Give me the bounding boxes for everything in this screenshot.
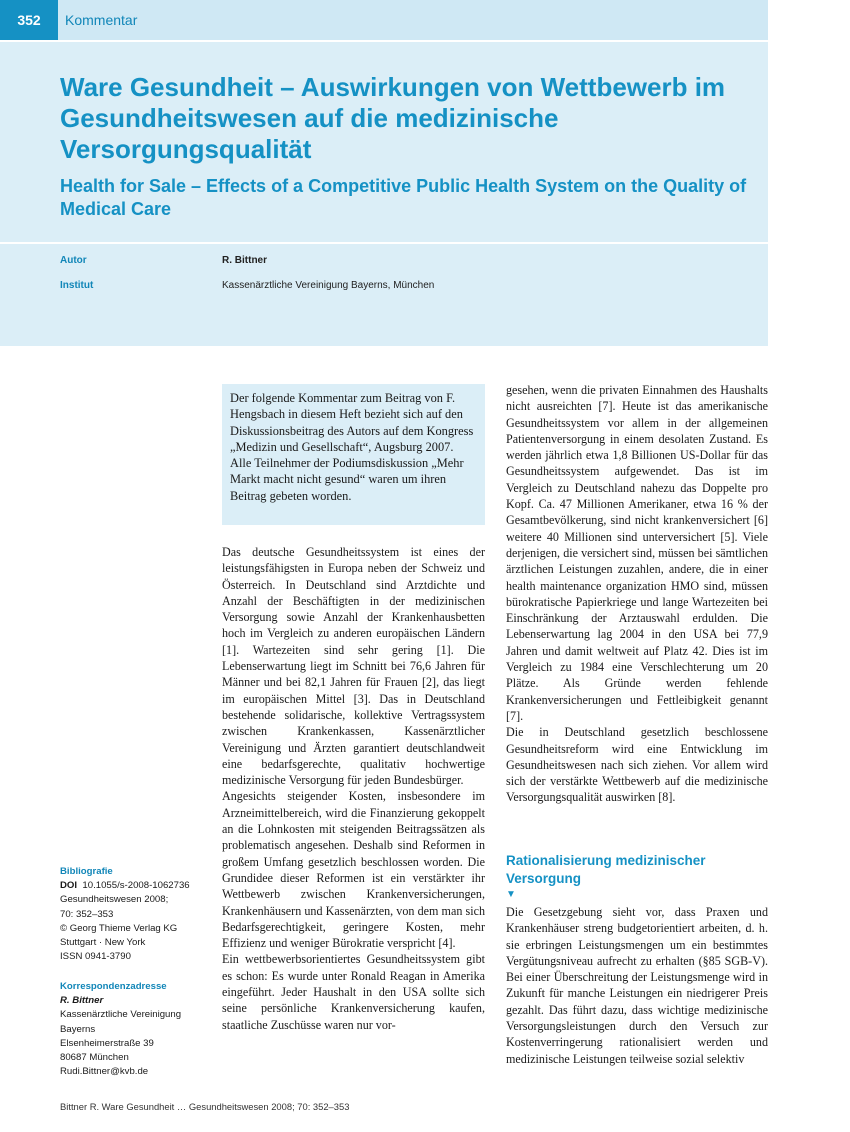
section-heading: Rationalisierung medizinischer Versorgung <box>506 853 706 886</box>
bibliography-line: ISSN 0941-3790 <box>60 951 131 963</box>
intro-box <box>222 384 485 525</box>
article-title-german: Ware Gesundheit – Auswirkungen von Wettbewerb im Gesundheitswesen auf die medizinische Versorgungsqualität <box>60 72 726 164</box>
correspondence-heading: Korrespondenzadresse <box>60 981 167 992</box>
paragraph: Ein wettbewerbsorientiertes Gesundheitssystem gibt es schon: Es wurde unter Ronald Reagan in Amerika eingeführt. Jeder Haushalt in den USA sollte sich seine persönliche Krankenversicherung kaufen, staatliche Zuschüsse waren nur vor- <box>222 952 485 1032</box>
doi-label: DOI <box>60 880 78 892</box>
paragraph: Die in Deutschland gesetzlich beschlossene Gesundheitsreform wird eine Entwicklung im Gesundheitswesen nach sich ziehen. Vor allem wird sich der verstärkte Wettbewerb auf die medizinische Versorgungsqualität auswirken [8]. <box>506 725 768 805</box>
paragraph: Das deutsche Gesundheitssystem ist eines der leistungsfähigsten in Europa neben der Schweiz und Österreich. In Deutschland sind Arztdichte und Anzahl der Beschäftigten in der medizinischen Versorgung sowie Anzahl der Krankenhausbetten hoch im Vergleich zu anderen europäischen Ländern [1]. Wartezeiten sind sehr gering [1]. Die Lebenserwartung liegt im Schnitt bei 76,6 Jahren für Männer und bei 82,1 Jahren für Frauen [2], das liegt im europäischen Mittel [3]. Das in Deutschland bestehende solidarische, kollektive Vertragssystem zwischen Krankenkassen, Kassenärztlicher Vereinigung und Ärzten garantiert deutschlandweit eine bedarfsgerechte, qualitativ hochwertige medizinische Versorgung für jeden Bundesbürger. <box>222 545 485 788</box>
correspondence-block <box>60 980 210 1079</box>
author-name: R. Bittner <box>222 255 267 266</box>
header-divider <box>0 40 768 42</box>
section-label: Kommentar <box>65 12 138 28</box>
email-link[interactable]: Rudi.Bittner@kvb.de <box>60 1066 149 1078</box>
title-divider <box>0 242 768 244</box>
address-line: Kassenärztliche Vereinigung <box>60 1009 182 1021</box>
paragraph: gesehen, wenn die privaten Einnahmen des Haushalts nicht ausreichten [7]. Heute ist das amerikanische Gesundheitssystem vor allem in der allgemeinen Patientenversorgung in einem desolaten Zustand. Es werden jährlich etwa 1,8 Billionen US-Dollar für das Gesundheitssystem aufgewendet. Das ist im Vergleich zu Deutschland nahezu das Doppelte pro Kopf. Ca. 47 Millionen Amerikaner, etwa 16 % der Gesamtbevölkerung, sind nicht krankenversichert [6] weitere 40 Millionen sind unterversichert [5]. Viele derjenigen, die versichert sind, müssen bei sämtlichen ärztlichen Leistungen zuzahlen, andere, die in einer health maintenance organization HMO sind, müssen bürokratische Papierkriege und lange Wartezeiten bei Einschränkung der Arztauswahl erdulden. Die Lebenserwartung lag 2004 in den USA bei 77,9 Jahren und damit weltweit auf Platz 42. Dies ist im Vergleich zu 1984 eine Verschlechterung um 20 Plätze. Als Gründe werden fehlende Krankenversicherungen und Fettleibigkeit genannt [7]. <box>506 383 768 723</box>
header-band <box>0 0 768 346</box>
page-number: 352 <box>0 0 58 40</box>
page-footer: Bittner R. Ware Gesundheit … Gesundheitswesen 2008; 70: 352–353 <box>60 1101 350 1112</box>
bibliography-line: 70: 352–353 <box>60 908 114 920</box>
triangle-down-icon: ▼ <box>506 889 516 900</box>
author-label: Autor <box>60 255 87 266</box>
bibliography-line: © Georg Thieme Verlag KG <box>60 922 178 934</box>
bibliography-heading: Bibliografie <box>60 866 113 877</box>
body-column-left <box>222 544 485 1033</box>
body-column-right-top <box>506 382 768 806</box>
bibliography-line: Gesundheitswesen 2008; <box>60 894 169 906</box>
address-line: Bayerns <box>60 1023 96 1035</box>
body-column-right-bottom <box>506 904 768 1067</box>
address-line: 80687 München <box>60 1052 129 1064</box>
institute-label: Institut <box>60 280 94 291</box>
bibliography-block <box>60 865 210 964</box>
doi-value: 10.1055/s-2008-1062736 <box>82 880 190 892</box>
intro-text: Der folgende Kommentar zum Beitrag von F. Hengsbach in diesem Heft bezieht sich auf den Diskussionsbeitrag des Autors auf dem Kongress „Medizin und Gesellschaft“, Augsburg 2007. Alle Teilnehmer der Podiumsdiskussion „Mehr Markt macht nicht gesund“ waren um ihren Beitrag gebeten worden. <box>230 391 474 503</box>
paragraph: Angesichts steigender Kosten, insbesondere im Arzneimittelbereich, wird die Finanzierung gekoppelt an die Lohnkosten mit steigenden Beitragssätzen als problematisch angesehen. Deshalb sind Reformen in großem Umfang gesetzlich beschlossen worden. Die Grundidee dieser Reformen ist ein verstärkter ihr Wettbewerb zwischen Krankenversicherungen, Krankenhäusern und Kassenärzten, von dem man sich Bedarfsgerechtigkeit, geringere Kosten, mehr Effizienz und weniger Bürokratie verspricht [4]. <box>222 789 485 951</box>
institute-name: Kassenärztliche Vereinigung Bayerns, München <box>222 280 435 291</box>
doi-line <box>60 879 210 893</box>
paragraph: Die Gesetzgebung sieht vor, dass Praxen und Krankenhäuser streng budgetorientiert arbeiten, d. h. sie erbringen Leistungsmengen um ein bestimmtes Vergütungsniveau aufrecht zu erhalten (§85 SGB-V). Bei einer Überschreitung der Leistungsmenge wird in Zukunft für manche Leistungen ein niedrigerer Preis gezahlt. Das führt dazu, dass wichtige medizinische Versorgungsleistungen durch den Versuch zur Kostenverringerung rationalisiert werden und medizinische Leistungen teilweise sozial selektiv <box>506 905 768 1066</box>
article-title-english: Health for Sale – Effects of a Competitive Public Health System on the Quality of Medical Care <box>60 176 747 219</box>
address-line: Elsenheimerstraße 39 <box>60 1037 154 1049</box>
bibliography-line: Stuttgart · New York <box>60 937 146 949</box>
correspondence-name: R. Bittner <box>60 995 104 1007</box>
